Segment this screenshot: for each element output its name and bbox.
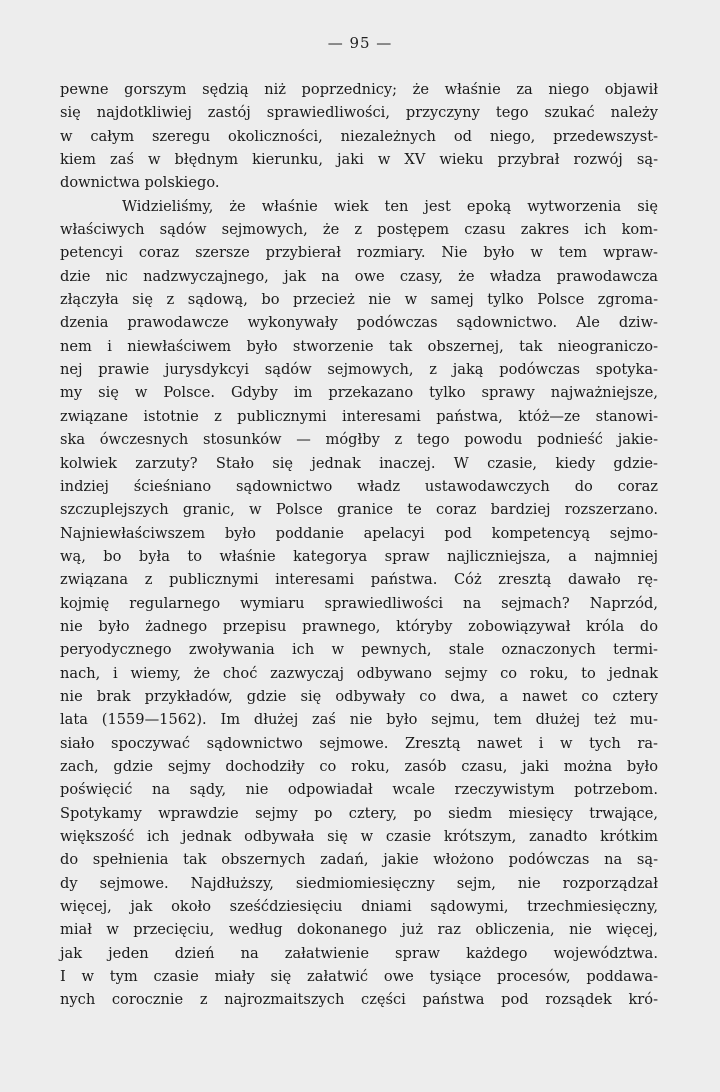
text-line: jak jeden dzień na załatwienie spraw każdego województwa. (60, 944, 658, 962)
text-line: Widzieliśmy, że właśnie wiek ten jest epoką wytworzenia się (122, 197, 658, 215)
page-number: — 95 — (327, 34, 393, 52)
text-line: Najniewłaściwszem było poddanie apelacyi pod kompetencyą sejmo- (60, 524, 658, 542)
body-text (60, 78, 658, 1012)
text-line: my się w Polsce. Gdyby im przekazano tylko sprawy najważniejsze, (60, 384, 658, 402)
text-line: związana z publicznymi interesami państwa. Cóż zresztą dawało rę- (60, 571, 658, 589)
paragraph (60, 195, 658, 1012)
text-line: petencyi coraz szersze przybierał rozmiary. Nie było w tem wpraw- (60, 244, 658, 262)
text-line: poświęcić na sądy, nie odpowiadał wcale rzeczywistym potrzebom. (60, 781, 658, 799)
text-line: nie było żadnego przepisu prawnego, któryby zobowiązywał króla do (60, 617, 658, 635)
text-line: nej prawie jurysdykcyi sądów sejmowych, z jaką podówczas spotyka- (60, 361, 658, 379)
text-line: miał w przecięciu, według dokonanego już raz obliczenia, nie więcej, (60, 921, 658, 939)
text-line: lata (1559—1562). Im dłużej zaś nie było sejmu, tem dłużej też mu- (60, 711, 658, 729)
text-line: dzenia prawodawcze wykonywały podówczas sądownictwo. Ale dziw- (60, 314, 658, 332)
text-line: w całym szeregu okoliczności, niezależnych od niego, przedewszyst- (60, 127, 658, 145)
text-line: ska ówczesnych stosunków — mógłby z tego powodu podnieść jakie- (60, 431, 658, 449)
text-line: szczuplejszych granic, w Polsce granice te coraz bardziej rozszerzano. (60, 501, 658, 519)
text-line: pewne gorszym sędzią niż poprzednicy; że właśnie za niego objawił (60, 81, 658, 98)
text-line: złączyła się z sądową, bo przecież nie w samej tylko Polsce zgroma- (60, 291, 658, 309)
text-line: downictwa polskiego. (60, 174, 220, 192)
text-line: kolwiek zarzuty? Stało się jednak inaczej. W czasie, kiedy gdzie- (60, 454, 658, 472)
text-line: kojmię regularnego wymiaru sprawiedliwości na sejmach? Naprzód, (60, 594, 658, 612)
text-line: nem i niewłaściwem było stworzenie tak obszernej, tak nieograniczo- (60, 337, 658, 355)
text-line: I w tym czasie miały się załatwić owe tysiące procesów, poddawa- (60, 968, 658, 986)
text-line: więcej, jak około sześćdziesięciu dniami sądowymi, trzechmiesięczny, (60, 898, 658, 916)
text-line: Spotykamy wprawdzie sejmy po cztery, po siedm miesięcy trwające, (60, 804, 658, 822)
text-line: nych corocznie z najrozmaitszych części państwa pod rozsądek kró- (60, 991, 658, 1009)
paragraph (60, 78, 658, 195)
text-line: właściwych sądów sejmowych, że z postępem czasu zakres ich kom- (60, 221, 658, 239)
text-line: do spełnienia tak obszernych zadań, jakie włożono podówczas na są- (60, 851, 658, 869)
text-line: dzie nic nadzwyczajnego, jak na owe czasy, że władza prawodawcza (60, 267, 658, 285)
text-line: nie brak przykładów, gdzie się odbywały co dwa, a nawet co cztery (60, 687, 658, 705)
text-line: kiem zaś w błędnym kierunku, jaki w XV wieku przybrał rozwój są- (60, 151, 658, 169)
text-line: siało spoczywać sądownictwo sejmowe. Zresztą nawet i w tych ra- (60, 734, 658, 752)
text-line: indziej ścieśniano sądownictwo władz ustawodawczych do coraz (60, 477, 658, 495)
text-line: zach, gdzie sejmy dochodziły co roku, zasób czasu, jaki można było (60, 757, 658, 775)
text-line: nach, i wiemy, że choć zazwyczaj odbywano sejmy co roku, to jednak (60, 664, 658, 682)
text-line: związane istotnie z publicznymi interesami państwa, któż—ze stanowi- (60, 407, 658, 425)
text-line: peryodycznego zwoływania ich w pewnych, stale oznaczonych termi- (60, 641, 658, 659)
text-line: się najdotkliwiej zastój sprawiedliwości, przyczyny tego szukać należy (60, 104, 658, 122)
text-line: większość ich jednak odbywała się w czasie krótszym, zanadto krótkim (60, 828, 658, 845)
text-line: wą, bo była to właśnie kategorya spraw najliczniejsza, a najmniej (60, 547, 658, 565)
text-line: dy sejmowe. Najdłuższy, siedmiomiesięczny sejm, nie rozporządzał (60, 874, 658, 892)
